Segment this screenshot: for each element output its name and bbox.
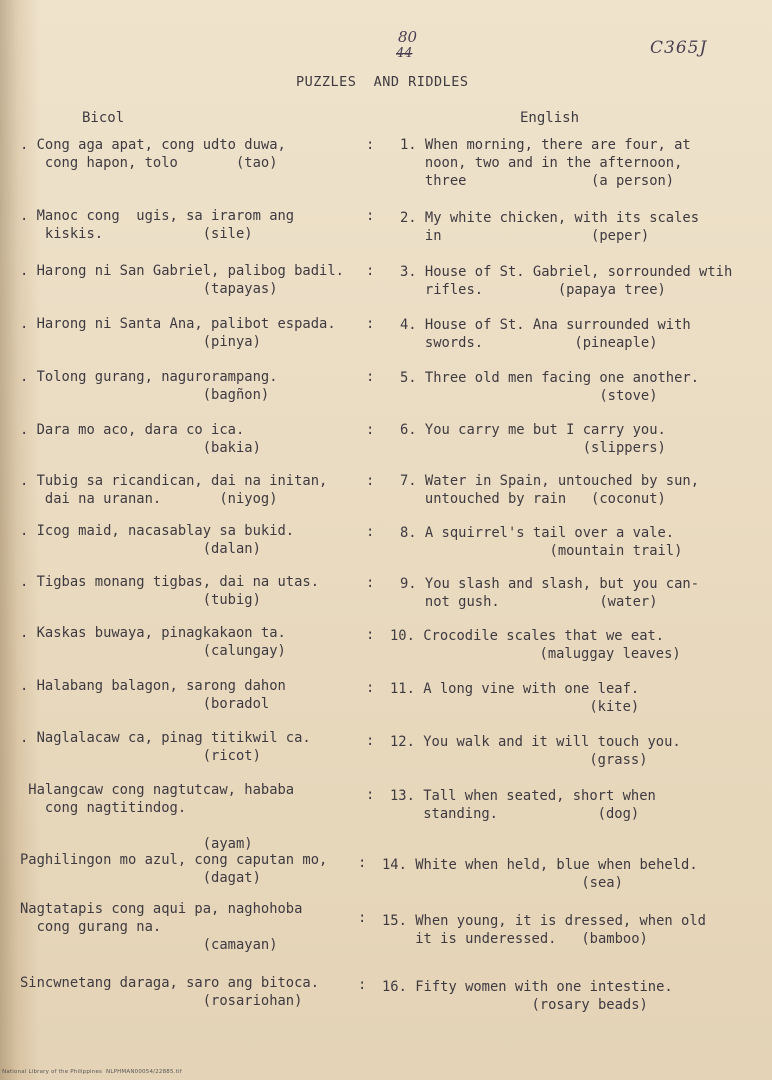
riddle-english: 9. You slash and slash, but you can- not gush. (water) — [400, 576, 700, 610]
riddle-bicol: . Tolong gurang, nagurorampang. (bagñon) — [20, 369, 278, 403]
separator-colon: : — [366, 787, 375, 803]
separator-colon: : — [366, 137, 375, 153]
separator-colon: : — [358, 910, 367, 926]
riddle-english: 16. Fifty women with one intestine. (rosary beads) — [382, 979, 673, 1013]
riddle-bicol: Paghilingon mo azul, cong caputan mo, (dagat) — [20, 852, 328, 886]
riddle-english: 4. House of St. Ana surrounded with swords. (pineaple) — [400, 317, 691, 351]
separator-colon: : — [366, 263, 375, 279]
scan-footer: National Library of the Philippines NLPHMAN00054/22885.tif — [2, 1069, 182, 1075]
riddle-english: 14. White when held, blue when beheld. (sea) — [382, 857, 698, 891]
separator-colon: : — [366, 473, 375, 489]
separator-colon: : — [366, 208, 375, 224]
riddle-bicol: . Harong ni San Gabriel, palibog badil. (tapayas) — [20, 263, 344, 297]
column-header-english: English — [520, 110, 580, 126]
riddle-english: 12. You walk and it will touch you. (grass) — [390, 734, 681, 768]
separator-colon: : — [366, 733, 375, 749]
riddle-english: 8. A squirrel's tail over a vale. (mountain trail) — [400, 525, 683, 559]
riddle-bicol: . Cong aga apat, cong udto duwa, cong hapon, tolo (tao) — [20, 137, 286, 171]
riddle-bicol: . Tigbas monang tigbas, dai na utas. (tubig) — [20, 574, 320, 608]
riddle-english: 15. When young, it is dressed, when old it is underessed. (bamboo) — [382, 913, 706, 947]
riddle-english: 6. You carry me but I carry you. (slippers) — [400, 422, 666, 456]
riddle-english: 5. Three old men facing one another. (stove) — [400, 370, 700, 404]
riddle-bicol: Sincwnetang daraga, saro ang bitoca. (rosariohan) — [20, 975, 320, 1009]
separator-colon: : — [366, 316, 375, 332]
separator-colon: : — [366, 575, 375, 591]
riddle-bicol: . Dara mo aco, dara co ica. (bakia) — [20, 422, 261, 456]
riddle-bicol: . Icog maid, nacasablay sa bukid. (dalan) — [20, 523, 295, 557]
riddle-bicol: . Halabang balagon, sarong dahon (boradol — [20, 678, 286, 712]
riddle-english: 7. Water in Spain, untouched by sun, untouched by rain (coconut) — [400, 473, 700, 507]
separator-colon: : — [358, 977, 367, 993]
separator-colon: : — [366, 422, 375, 438]
riddle-english: 11. A long vine with one leaf. (kite) — [390, 681, 640, 715]
riddle-bicol: . Manoc cong ugis, sa irarom ang kiskis. (sile) — [20, 208, 295, 242]
riddle-bicol: Halangcaw cong nagtutcaw, hababa cong nagtitindog. (ayam) — [28, 782, 295, 852]
riddle-bicol: . Naglalacaw ca, pinag titikwil ca. (ricot) — [20, 730, 311, 764]
riddle-english: 13. Tall when seated, short when standing. (dog) — [390, 788, 656, 822]
riddle-english: 10. Crocodile scales that we eat. (maluggay leaves) — [390, 628, 681, 662]
separator-colon: : — [358, 855, 367, 871]
column-header-bicol: Bicol — [82, 110, 125, 126]
struck-page-number: 44 — [396, 46, 413, 61]
riddle-bicol: . Tubig sa ricandican, dai na initan, dai na uranan. (niyog) — [20, 473, 328, 507]
separator-colon: : — [366, 524, 375, 540]
page-title: PUZZLES AND RIDDLES — [296, 74, 469, 90]
page-number: 80 — [398, 28, 418, 46]
catalog-number: C365J — [650, 38, 708, 58]
riddle-bicol: . Kaskas buwaya, pinagkakaon ta. (calungay) — [20, 625, 286, 659]
separator-colon: : — [366, 369, 375, 385]
separator-colon: : — [366, 627, 375, 643]
separator-colon: : — [366, 680, 375, 696]
riddle-english: 2. My white chicken, with its scales in (peper) — [400, 210, 700, 244]
riddle-bicol: . Harong ni Santa Ana, palibot espada. (pinya) — [20, 316, 336, 350]
riddle-english: 3. House of St. Gabriel, sorrounded wtih rifles. (papaya tree) — [400, 264, 733, 298]
riddle-bicol: Nagtatapis cong aqui pa, naghohoba cong gurang na. (camayan) — [20, 901, 303, 953]
riddle-english: 1. When morning, there are four, at noon, two and in the afternoon, three (a person) — [400, 137, 691, 189]
